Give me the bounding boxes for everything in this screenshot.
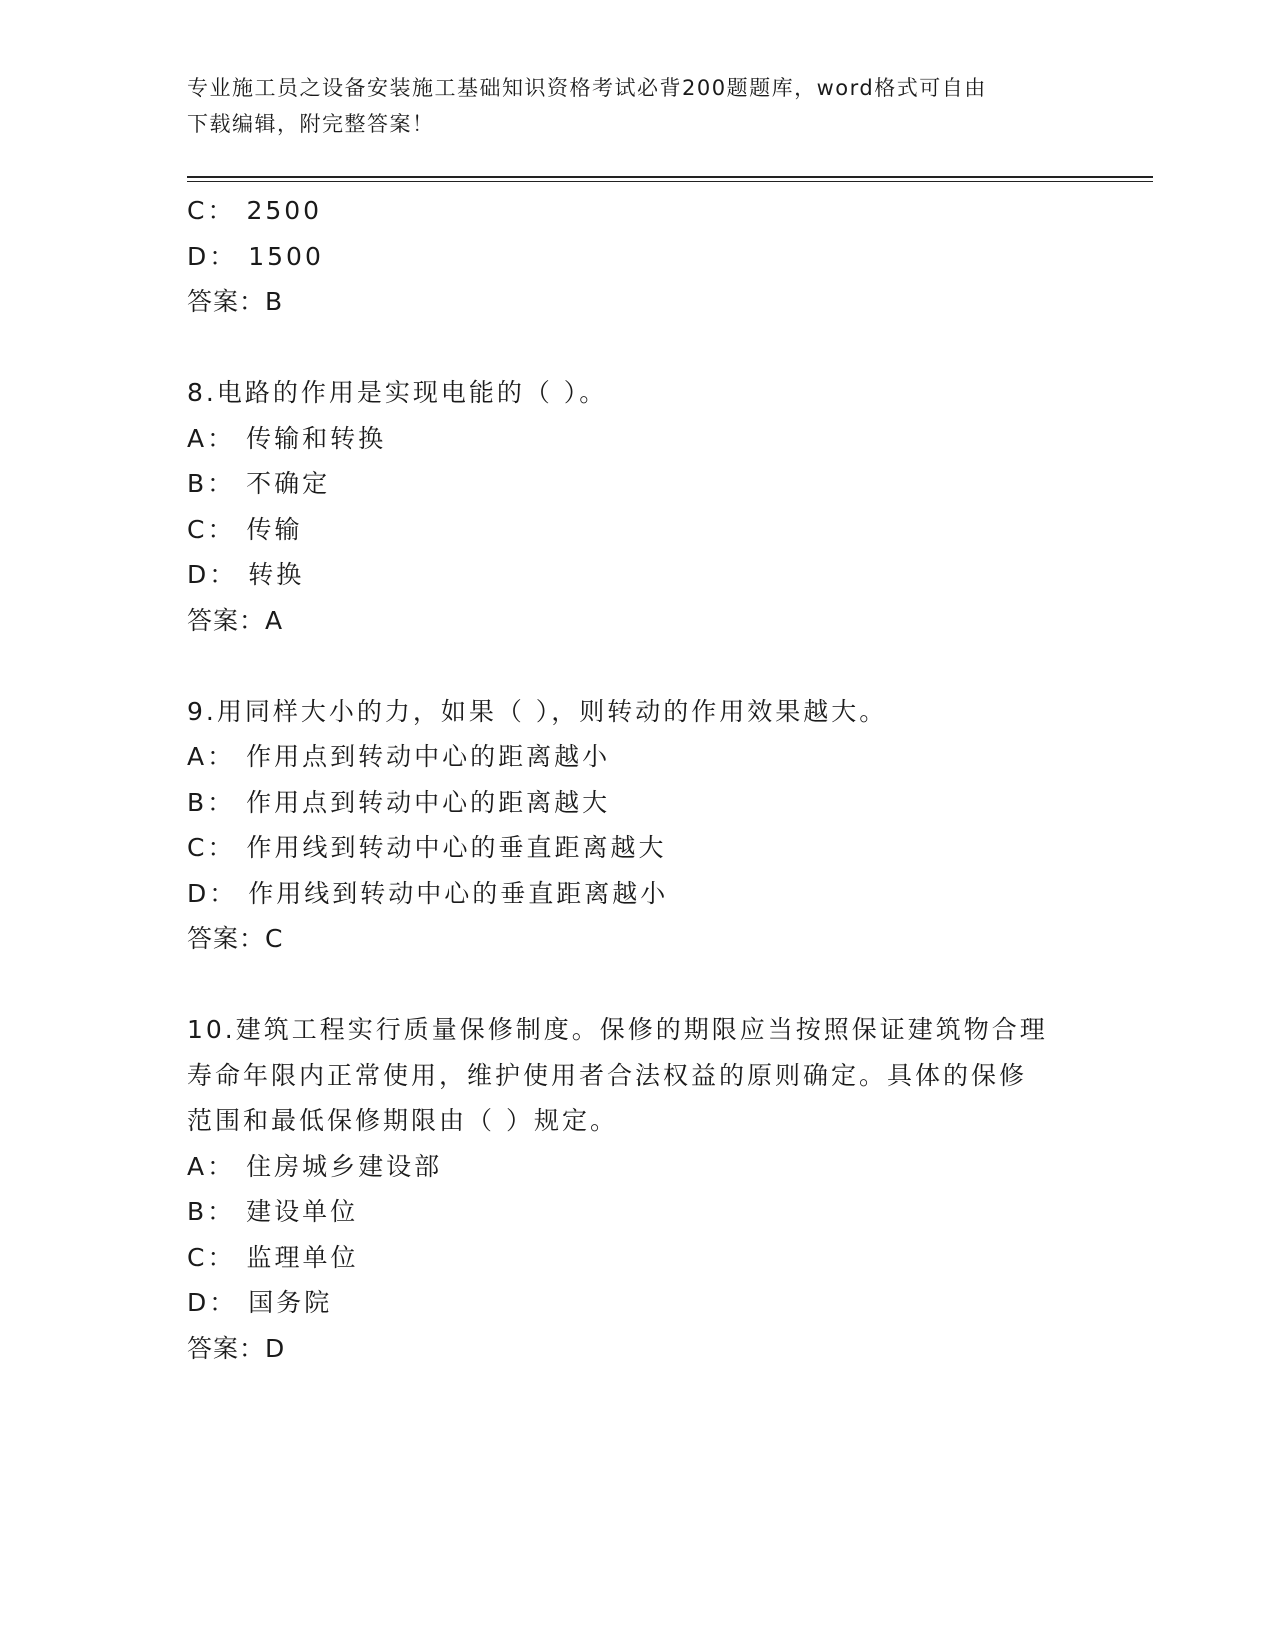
option-b: B： 作用点到转动中心的距离越大 [187, 787, 611, 817]
option-c: C： 传输 [187, 514, 303, 544]
option-c: C： 2500 [187, 196, 323, 225]
spacer [187, 325, 1087, 371]
option-d: D： 1500 [187, 241, 324, 271]
option-a: A： 住房城乡建设部 [187, 1151, 443, 1181]
header-title-line-1: 专业施工员之设备安装施工基础知识资格考试必背200题题库，word格式可自由 [187, 76, 987, 100]
question-8 [187, 370, 1087, 643]
question-list [187, 188, 1087, 1371]
question-stem: 10.建筑工程实行质量保修制度。保修的期限应当按照保证建筑物合理 寿命年限内正常使用，维护使用者合法权益的原则确定。具体的保修 范围和最低保修期限由（ ）规定。 [187, 1015, 1048, 1135]
answer-line: 答案：B [187, 287, 284, 316]
option-c: C： 作用线到转动中心的垂直距离越大 [187, 833, 667, 862]
header-divider [187, 176, 1153, 182]
document-header [187, 70, 1067, 142]
option-b: B： 不确定 [187, 469, 331, 498]
question-stem: 9.用同样大小的力，如果（ ），则转动的作用效果越大。 [187, 696, 888, 726]
option-d: D： 作用线到转动中心的垂直距离越小 [187, 878, 669, 908]
option-d: D： 国务院 [187, 1288, 333, 1317]
answer-line: 答案：D [187, 1333, 286, 1363]
question-9 [187, 689, 1087, 962]
option-a: A： 传输和转换 [187, 423, 387, 453]
option-b: B： 建设单位 [187, 1197, 359, 1226]
option-c: C： 监理单位 [187, 1242, 359, 1272]
question-stem: 8.电路的作用是实现电能的（ ）。 [187, 378, 608, 407]
spacer [187, 962, 1087, 1008]
answer-line: 答案：A [187, 605, 284, 635]
header-title-line-2: 下载编辑，附完整答案！ [187, 112, 435, 136]
spacer [187, 643, 1087, 689]
question-10 [187, 1007, 1087, 1371]
carryover-question [187, 188, 1087, 325]
answer-line: 答案：C [187, 924, 284, 953]
option-d: D： 转换 [187, 560, 305, 589]
option-a: A： 作用点到转动中心的距离越小 [187, 742, 611, 771]
